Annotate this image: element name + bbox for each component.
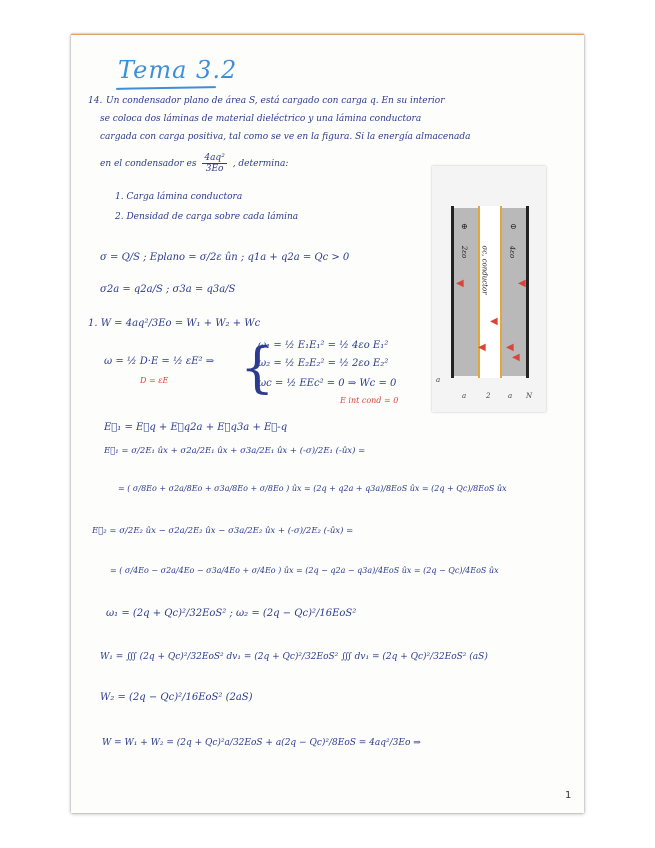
system-line-3: ωc = ½ EEc² = 0 ⇒ Wc = 0 [258, 378, 397, 389]
capacitor-figure [432, 166, 546, 412]
field-arrow-icon: ◀ [506, 342, 514, 353]
diel-right-label: 4εo [508, 245, 517, 259]
sign-minus-icon: ⊖ [510, 222, 517, 231]
equation-e1-result: = ( σ/8Eo + σ2a/8Eo + σ3a/8Eo + σ/8Eo ) ûx = (2q + q2a + q3a)/8EoS ûx = (2q + Qc)/8EoS ûx [118, 484, 507, 493]
dim-label-a2: a [462, 392, 467, 400]
dielectric-left [454, 208, 478, 376]
equation-w-total: W = W₁ + W₂ = (2q + Qc)²a/32EoS + a(2q − Qc)²/8EoS = 4aq²/3Eo ⇒ [102, 738, 421, 748]
equation-sigma-2a: σ2a = q2a/S ; σ3a = q3a/S [100, 284, 236, 295]
problem-line-2: se coloca dos láminas de material dieléctrico y una lámina conductora [100, 114, 422, 124]
plate-right [526, 206, 529, 378]
equation-e2-terms: E⃗₂ = σ/2E₂ ûx − σ2a/2E₂ ûx − σ3a/2E₂ ûx + (-σ)/2E₂ (-ûx) = [92, 526, 354, 536]
problem-line-3: cargada con carga positiva, tal como se ve en la figura. Si la energía almacenada [100, 132, 471, 142]
equation-e1-sum: E⃗₁ = E⃗q + E⃗q2a + E⃗q3a + E⃗-q [104, 422, 288, 433]
problem-number: 14. [88, 96, 103, 106]
field-arrow-icon: ◀ [456, 278, 464, 289]
equation-w1: W₁ = ∭ (2q + Qc)²/32EoS² dv₁ = (2q + Qc)²/32EoS² ∭ dv₁ = (2q + Qc)²/32EoS² (aS) [100, 652, 488, 662]
equation-sigma: σ = Q/S ; Eplano = σ/2ε ûn ; q1a + q2a = Qc > 0 [100, 252, 350, 263]
system-line-1: ω₁ = ½ E₁E₁² = ½ 4εo E₁² [258, 340, 389, 351]
equation-e2-result: = ( σ/4Eo − σ2a/4Eo − σ3a/4Eo + σ/4Eo ) ûx = (2q − q2a − q3a)/4EoS ûx = (2q − Qc)/4EoS ûx [110, 566, 499, 575]
field-arrow-icon: ◀ [518, 278, 526, 289]
field-arrow-icon: ◀ [478, 342, 486, 353]
problem-line-1: Un condensador plano de área S, está cargado con carga q. En su interior [106, 96, 445, 106]
equation-w2: W₂ = (2q − Qc)²/16EoS² (2aS) [100, 692, 253, 703]
field-arrow-icon: ◀ [512, 352, 520, 363]
dim-label-n: N [526, 392, 533, 400]
equation-omega: ω₁ = (2q + Qc)²/32EoS² ; ω₂ = (2q − Qc)²/16EoS² [106, 608, 357, 619]
dim-label-a1: a [436, 376, 441, 384]
note-e-int-cond: E int cond = 0 [340, 396, 399, 405]
sign-plus-icon: ⊕ [461, 222, 468, 231]
system-line-2: ω₂ = ½ E₂E₂² = ½ 2εo E₂² [258, 358, 389, 369]
equation-density: ω = ½ D·E = ½ εE² ⇒ [104, 356, 215, 367]
equation-e1-terms: E⃗₁ = σ/2E₁ ûx + σ2a/2E₁ ûx + σ3a/2E₁ ûx + (-σ)/2E₁ (-ûx) = [104, 446, 366, 456]
field-arrow-icon: ◀ [490, 316, 498, 327]
system-brace: { [240, 336, 275, 399]
plate-left [451, 206, 454, 378]
note-d-eq: D = εE [140, 376, 169, 385]
energy-fraction [202, 153, 226, 174]
problem-line-4 [100, 153, 288, 174]
energy-denominator: 3Eo [205, 164, 224, 174]
page-title: Tema 3.2 [118, 56, 238, 84]
conductor-label: σc, conductor [480, 245, 489, 295]
task-1: 1. Carga lámina conductora [115, 192, 243, 202]
page-number: 1 [565, 790, 572, 801]
diel-left-label: 2εo [460, 245, 469, 259]
energy-numerator: 4aq² [204, 153, 225, 163]
problem-line-4-text: en el condensador es [100, 159, 197, 169]
dim-label-a3: a [508, 392, 513, 400]
equation-energy: 1. W = 4aq²/3Eo = W₁ + W₂ + Wc [88, 318, 261, 329]
problem-tail: , determina: [232, 159, 289, 169]
task-2: 2. Densidad de carga sobre cada lámina [115, 212, 299, 222]
dim-label-2: 2 [486, 392, 491, 400]
